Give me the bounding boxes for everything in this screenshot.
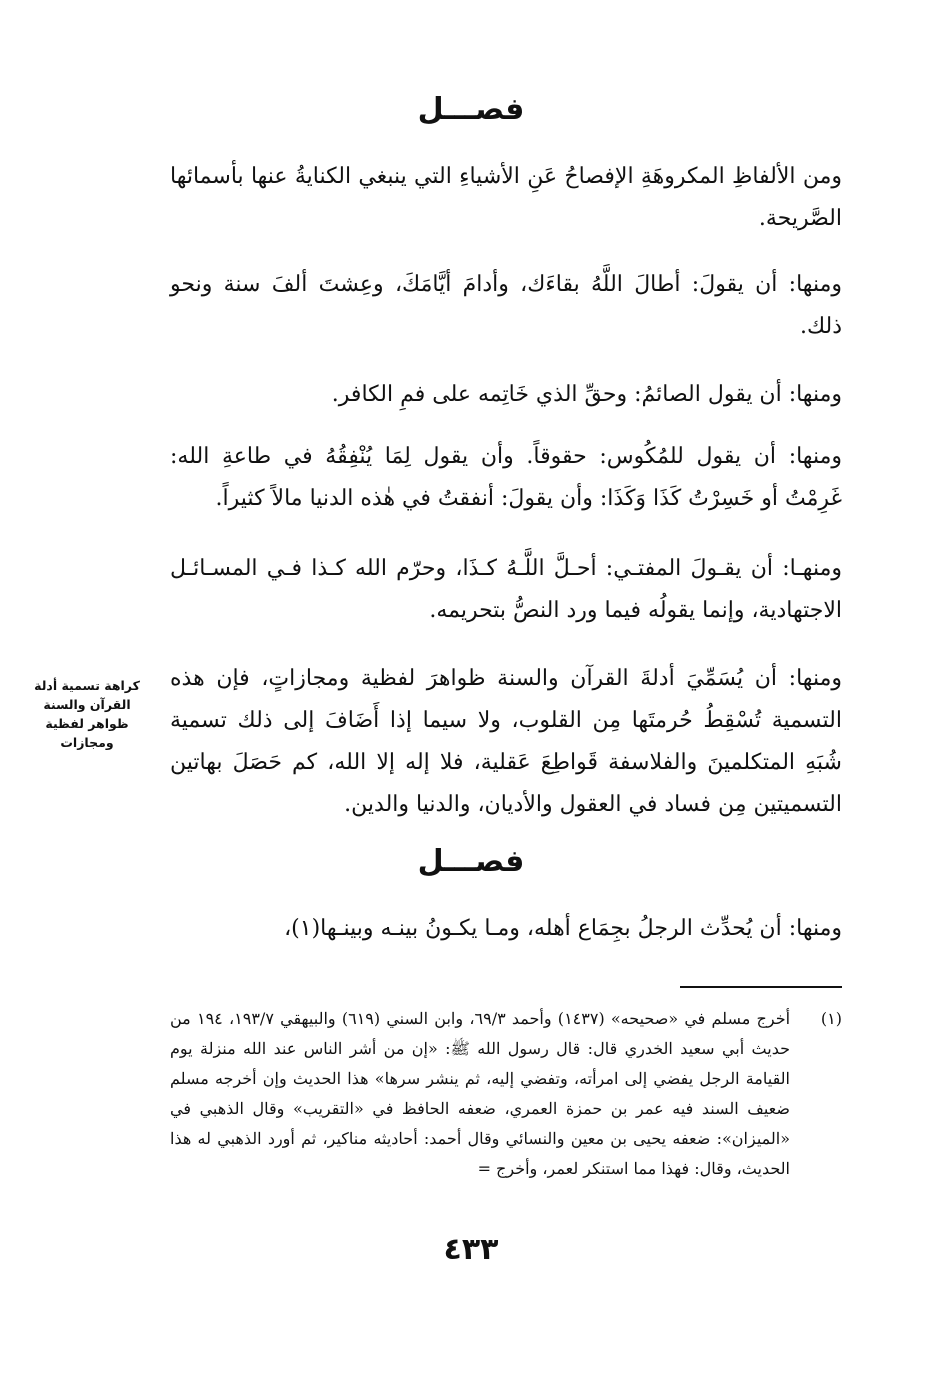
paragraph — [170, 374, 842, 416]
section-heading: فصـــل — [417, 92, 525, 127]
paragraph — [170, 436, 842, 520]
paragraph-text: ومنها: أن يُحدِّث الرجلُ بجِمَاع أهله، ومـا يكـونُ بينـه وبينـها(١)، — [284, 916, 842, 941]
section-heading: فصـــل — [417, 844, 525, 879]
footnote-number: (١) — [820, 1009, 842, 1028]
paragraph-text: ومنها: أن يقول الصائمُ: وحقِّ الذي خَاتِمه على فمِ الكافر. — [331, 382, 842, 407]
footnote-text: أخرج مسلم في «صحيحه» (١٤٣٧) وأحمد ٦٩/٣، وابن السني (٦١٩) والبيهقي ١٩٣/٧، ١٩٤ من حديث أبي سعيد الخدري قال: قال رسول الله ﷺ: «إن من أشر الناس عند الله منزلة يوم القيامة الرجل يفضي إلى امرأته، وتفضي إليه، ثم ينشر سرها» هذا الحديث وإن أخرجه مسلم ضعيف السند فيه عمر بن حمزة العمري، ضعفه الحافظ في «التقريب» وقال الذهبي في «الميزان»: ضعفه يحيى بن معين والنسائي وقال أحمد: أحاديثه مناكير، ثم أورد الذهبي له هذا الحديث، وقال: فهذا مما استنكر لعمر، وأخرج = — [170, 1009, 791, 1178]
paragraph — [170, 548, 842, 632]
paragraph — [170, 908, 842, 950]
paragraph — [170, 658, 842, 826]
paragraph-text: ومنها: أن يُسَمِّيَ أدلةَ القرآن والسنة ظواهرَ لفظية ومجازاتٍ، فإن هذه التسمية تُسْقِطُ حُرمتَها مِن القلوب، ولا سيما إذا أَضَافَ إلى ذلك تسمية شُبَهِ المتكلمينَ والفلاسفة قَواطِعَ عَقلية، فلا إله إلا الله، كم حَصَلَ بهاتين التسميتين مِن فساد في العقول والأديان، والدنيا والدين. — [170, 666, 842, 817]
paragraph-text: ومنها: أن يقول للمُكُوس: حقوقاً. وأن يقول لِمَا يُنْفِقُهُ في طاعةِ الله: غَرِمْتُ أو خَسِرْتُ كَذَا وَكَذَا: وأن يقولَ: أنفقتُ في هٰذه الدنيا مالاً كثيراً. — [170, 444, 842, 511]
paragraph — [170, 264, 842, 348]
margin-note: كراهة تسمية أدلة القرآن والسنة ظواهر لفظية ومجازات — [34, 678, 140, 750]
page-number: ٤٣٣ — [443, 1232, 499, 1267]
paragraph-text: ومن الألفاظِ المكروهَةِ الإفصاحُ عَنِ الأشياءِ التي ينبغي الكنايةُ عنها بأسمائها الصَّريحة. — [170, 164, 842, 231]
paragraph-text: ومنها: أن يقولَ: أطالَ اللَّهُ بقاءَك، وأدامَ أيَّامَكَ، وعِشتَ ألفَ سنة ونحو ذلك. — [170, 272, 842, 339]
paragraph-text: ومنهـا: أن يقـولَ المفتـي: أحـلَّ اللَّـهُ كـذَا، وحرّم الله كـذا فـي المسـائـل الاجتهادية، وإنما يقولُه فيما ورد النصُّ بتحريمه. — [170, 556, 842, 623]
footnote — [170, 1004, 842, 1184]
paragraph — [170, 156, 842, 240]
footnote-separator — [680, 986, 842, 988]
